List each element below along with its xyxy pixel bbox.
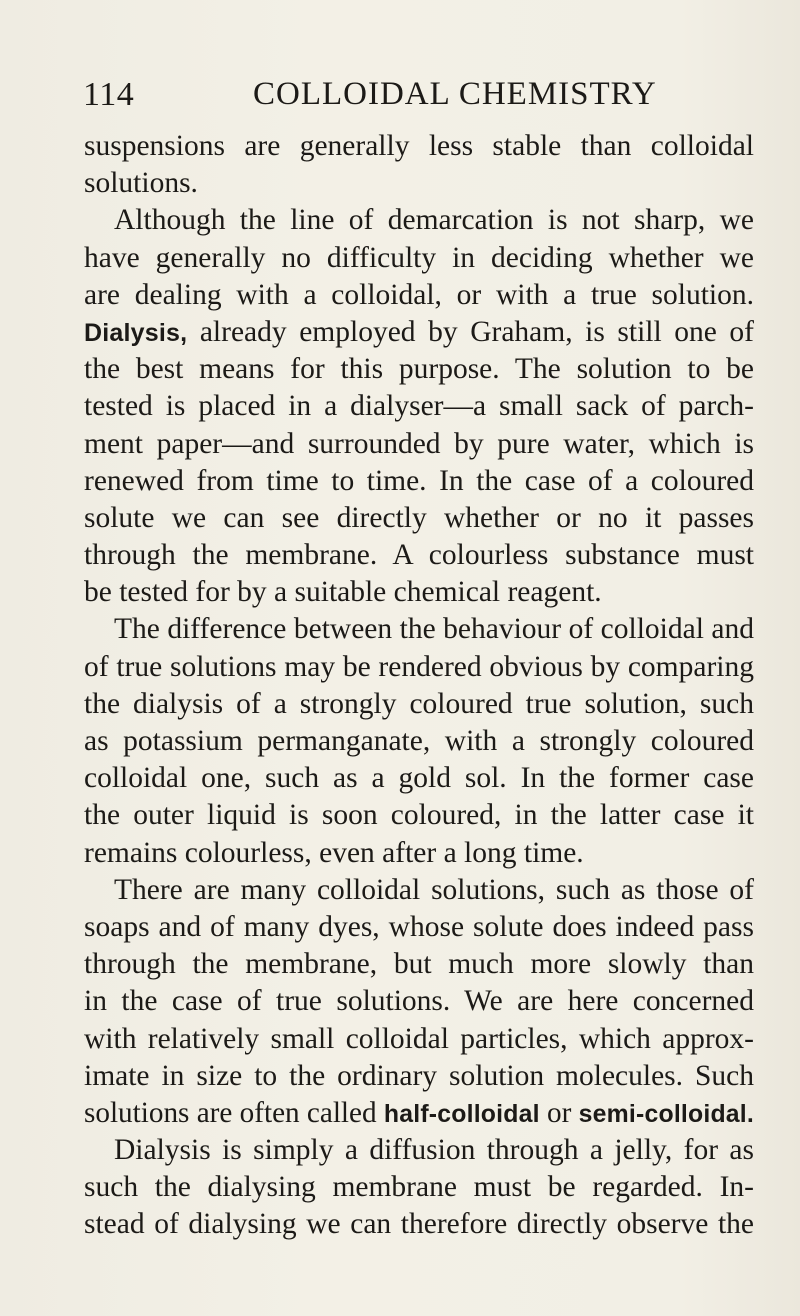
text-line [84, 1169, 754, 1206]
text-line [84, 797, 754, 834]
text-line [84, 611, 754, 648]
line-text: as potassium permanganate, with a strongly coloured [84, 725, 754, 757]
line-text: of true solutions may be rendered obvious by comparing [84, 650, 754, 683]
line-text: stead of dialysing we can therefore directly observe the [84, 1208, 754, 1241]
line-text: the dialysis of a strongly coloured true solution, such [84, 687, 754, 720]
text-line [84, 537, 754, 574]
line-text: soaps and of many dyes, whose solute does indeed pass [84, 910, 754, 943]
line-text: imate in size to the ordinary solution molecules. Such [84, 1059, 754, 1092]
line-text: colloidal one, such as a gold sol. In the former case [84, 762, 754, 795]
text-line [84, 128, 754, 165]
line-text: already employed by Graham, is still one of [187, 315, 754, 348]
text-line [84, 760, 754, 797]
line-text: the best means for this purpose. The solution to be [84, 353, 754, 386]
text-line [84, 649, 754, 686]
text-line [84, 835, 754, 872]
text-line [84, 165, 754, 202]
text-line [84, 909, 754, 946]
text-line [84, 946, 754, 983]
line-text: solutions are often called [84, 1096, 384, 1129]
line-text: through the membrane. A colourless substance must [84, 539, 754, 572]
running-head [83, 70, 719, 116]
text-line [84, 1058, 754, 1095]
page-number: 114 [83, 76, 135, 113]
text-line [84, 500, 754, 537]
text-line [84, 686, 754, 723]
text-line [84, 983, 754, 1020]
text-line [84, 574, 754, 611]
line-text: be tested for by a suitable chemical reagent. [84, 576, 602, 609]
line-text: renewed from time to time. In the case of a coloured [84, 464, 754, 497]
line-text: in the case of true solutions. We are here concerned [84, 985, 754, 1018]
text-line [84, 723, 754, 760]
line-text: ment paper—and surrounded by pure water, which is [84, 427, 754, 460]
bold-term: semi-colloidal. [578, 1100, 754, 1128]
text-line [84, 202, 754, 239]
text-line [84, 872, 754, 909]
bold-term: half-colloidal [383, 1100, 540, 1128]
text-line [84, 1021, 754, 1058]
running-title: COLLOIDAL CHEMISTRY [253, 76, 657, 112]
text-line [84, 1132, 754, 1169]
line-text: through the membrane, but much more slowly than [84, 948, 754, 981]
line-text: The difference between the behaviour of colloidal and [114, 613, 754, 646]
body-text [84, 128, 754, 1244]
line-text: the outer liquid is soon coloured, in the latter case it [84, 799, 754, 832]
text-line [84, 463, 754, 500]
line-text: such the dialysing membrane must be regarded. In- [84, 1171, 754, 1204]
text-line [84, 314, 754, 351]
bold-term: Dialysis, [84, 318, 188, 347]
text-line [84, 388, 754, 425]
line-text: tested is placed in a dialyser—a small sack of parch- [84, 390, 754, 423]
line-text: remains colourless, even after a long time. [84, 836, 584, 869]
text-line [84, 1206, 754, 1243]
line-text: There are many colloidal solutions, such as those of [114, 873, 754, 906]
text-line [84, 1095, 754, 1132]
line-text: have generally no difficulty in deciding whether we [84, 241, 754, 274]
text-line [84, 426, 754, 463]
line-text: Dialysis is simply a diffusion through a jelly, for as [114, 1134, 754, 1167]
line-text: solute we can see directly whether or no it passes [84, 501, 754, 534]
line-text: with relatively small colloidal particles, which approx- [84, 1022, 754, 1055]
text-line [84, 351, 754, 388]
line-text: solutions. [84, 167, 198, 200]
text-line [84, 240, 754, 277]
line-text: Although the line of demarcation is not sharp, we [114, 204, 754, 237]
line-text: are dealing with a colloidal, or with a true solution. [84, 278, 754, 311]
line-text: suspensions are generally less stable than colloidal [84, 130, 754, 162]
line-text: or [539, 1096, 579, 1129]
text-line [84, 277, 754, 314]
